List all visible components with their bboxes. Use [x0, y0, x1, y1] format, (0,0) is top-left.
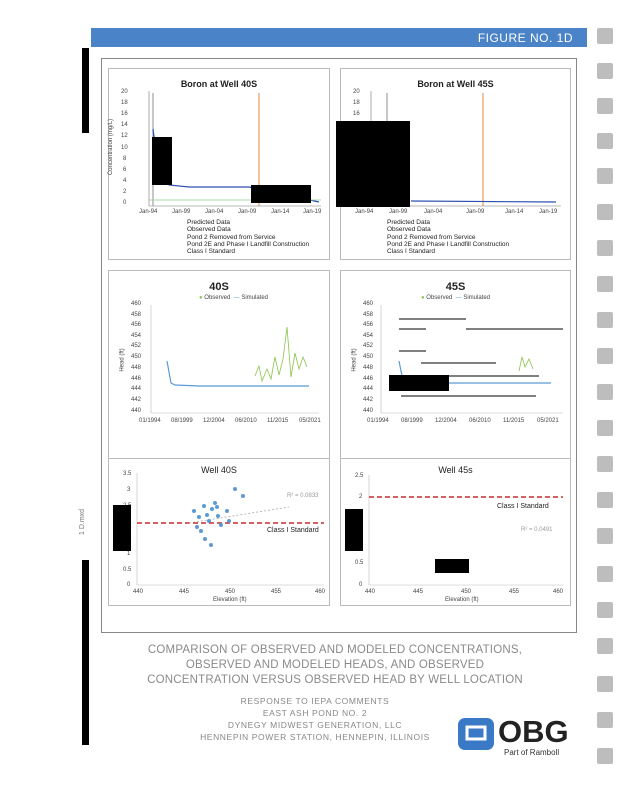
- x-tick: 06/2010: [469, 418, 491, 424]
- chart-legend: Predicted Data Observed Data Pond 2 Removed from Service Pond 2E and Phase I Landfill Construction Class I Standard: [387, 219, 510, 256]
- page-tab: [597, 98, 613, 114]
- page-tab: [597, 63, 613, 79]
- x-tick: Jan-19: [539, 209, 558, 215]
- x-tick: 08/1999: [401, 418, 423, 424]
- page-tab: [597, 384, 613, 400]
- y-tick: 14: [121, 122, 128, 128]
- chart-title: 40S: [209, 281, 229, 293]
- x-tick: Jan-14: [271, 209, 290, 215]
- y-tick: 452: [363, 343, 374, 349]
- page-tab: [597, 204, 613, 220]
- y-tick: 4: [123, 178, 127, 184]
- page-tab: [597, 456, 613, 472]
- y-tick: 442: [131, 397, 142, 403]
- y-tick: 8: [123, 156, 127, 162]
- y-tick: 0: [359, 582, 363, 588]
- page-tab: [597, 602, 613, 618]
- page-tab: [597, 712, 613, 728]
- y-tick: 454: [363, 333, 374, 339]
- x-tick: 11/2015: [503, 418, 525, 424]
- redaction-box: [389, 375, 449, 391]
- response-line: EAST ASH POND NO. 2: [262, 708, 368, 718]
- x-axis-label: Elevation (ft): [213, 597, 247, 603]
- y-tick: 460: [131, 301, 142, 307]
- chart-title: 45S: [445, 281, 466, 293]
- y-tick: 446: [363, 376, 374, 382]
- x-tick: Jan-14: [505, 209, 524, 215]
- page-tab: [597, 566, 613, 582]
- y-tick: 18: [121, 100, 128, 106]
- x-tick: 12/2004: [203, 418, 225, 424]
- y-tick: 1: [127, 551, 131, 557]
- x-tick: Jan-94: [139, 209, 158, 215]
- chart-legend: ● Observed — Simulated: [421, 295, 491, 301]
- y-tick: 2.5: [355, 473, 364, 479]
- chart-legend: Predicted Data Observed Data Pond 2 Removed from Service Pond 2E and Phase I Landfill Construction Class I Standard: [187, 219, 310, 256]
- chart-title: Boron at Well 45S: [417, 79, 494, 89]
- page-tab: [597, 492, 613, 508]
- y-tick: 458: [363, 312, 374, 318]
- y-tick: 450: [131, 354, 142, 360]
- y-tick: 6: [123, 167, 127, 173]
- x-tick: 12/2004: [435, 418, 457, 424]
- x-tick: 455: [509, 589, 520, 595]
- y-tick: 0.5: [123, 567, 132, 573]
- y-tick: 12: [121, 133, 128, 139]
- page-tab: [597, 240, 613, 256]
- y-tick: 456: [131, 322, 142, 328]
- redaction-box: [251, 185, 311, 203]
- chart-title: Boron at Well 40S: [180, 79, 258, 89]
- page-tab: [597, 133, 613, 149]
- y-tick: 16: [121, 111, 128, 117]
- r-squared-label: R² = 0.0833: [287, 493, 319, 499]
- x-tick: 440: [365, 589, 376, 595]
- x-tick: 01/1994: [139, 418, 161, 424]
- y-tick: 456: [363, 322, 374, 328]
- scatter-40s-chart: [108, 458, 330, 606]
- y-tick: 3: [127, 487, 131, 493]
- x-tick: 460: [315, 589, 326, 595]
- chart-title: Well 40S: [201, 465, 237, 475]
- page-tab: [597, 348, 613, 364]
- caption-line: OBSERVED AND MODELED HEADS, AND OBSERVED: [185, 659, 485, 671]
- x-tick: Jan-94: [355, 209, 374, 215]
- x-tick: Jan-04: [424, 209, 443, 215]
- x-tick: 05/2021: [299, 418, 321, 424]
- head-40s-chart: [108, 270, 330, 462]
- obg-logo-text: OBG: [498, 714, 569, 749]
- y-tick: 20: [121, 89, 128, 95]
- boron-45s-chart: [340, 68, 571, 260]
- y-tick: 0: [127, 582, 131, 588]
- page-tab: [597, 312, 613, 328]
- y-tick: 10: [121, 145, 128, 151]
- page-tab: [597, 168, 613, 184]
- chart-title: Well 45s: [438, 465, 473, 475]
- x-tick: 450: [225, 589, 236, 595]
- y-tick: 444: [131, 386, 142, 392]
- y-tick: 452: [131, 343, 142, 349]
- figure-number: FIGURE NO. 1D: [477, 31, 573, 45]
- y-tick: 448: [131, 365, 142, 371]
- y-tick: 460: [363, 301, 374, 307]
- r-squared-label: R² = 0.0491: [521, 527, 553, 533]
- y-axis-label: Head (ft): [351, 348, 358, 372]
- page-tab: [597, 676, 613, 692]
- page-tab: [597, 638, 613, 654]
- x-tick: 455: [271, 589, 282, 595]
- margin-file-text: 1 D.mxd: [79, 508, 86, 535]
- redaction-box: [113, 505, 131, 551]
- y-tick: 442: [363, 397, 374, 403]
- obg-logo-subtitle: Part of Ramboll: [504, 748, 560, 757]
- x-tick: Jan-99: [389, 209, 408, 215]
- x-tick: 445: [413, 589, 424, 595]
- response-line: DYNEGY MIDWEST GENERATION, LLC: [227, 720, 403, 730]
- y-tick: 458: [131, 312, 142, 318]
- boron-40s-chart: [108, 68, 330, 260]
- y-tick: 0.5: [355, 560, 364, 566]
- redaction-box: [152, 137, 172, 185]
- x-tick: 06/2010: [235, 418, 257, 424]
- head-45s-chart: [340, 270, 571, 462]
- response-line: RESPONSE TO IEPA COMMENTS: [240, 696, 390, 706]
- x-tick: 450: [461, 589, 472, 595]
- response-block: [180, 695, 450, 743]
- x-tick: 440: [133, 589, 144, 595]
- caption-line: CONCENTRATION VERSUS OBSERVED HEAD BY WELL LOCATION: [147, 674, 523, 686]
- y-tick: 440: [363, 408, 374, 414]
- response-line: HENNEPIN POWER STATION, HENNEPIN, ILLINOIS: [200, 732, 430, 742]
- figure-caption: [110, 643, 560, 688]
- x-tick: 445: [179, 589, 190, 595]
- page-tab: [597, 748, 613, 764]
- y-tick: 440: [131, 408, 142, 414]
- x-tick: 05/2021: [537, 418, 559, 424]
- x-tick: 460: [553, 589, 564, 595]
- x-tick: Jan-09: [238, 209, 257, 215]
- y-tick: 0: [123, 200, 127, 206]
- y-tick: 16: [353, 111, 360, 117]
- page-tab: [597, 28, 613, 44]
- margin-redaction-top: [82, 48, 89, 133]
- margin-redaction-bottom: [82, 560, 89, 745]
- y-axis-label: Concentration (mg/L): [108, 118, 115, 176]
- y-tick: 2: [359, 494, 363, 500]
- y-tick: 448: [363, 365, 374, 371]
- y-tick: 2: [123, 189, 127, 195]
- scatter-45s-chart: [340, 458, 571, 606]
- figure-header-bar: [91, 28, 587, 47]
- y-tick: 446: [131, 376, 142, 382]
- y-tick: 20: [353, 89, 360, 95]
- y-tick: 3.5: [123, 471, 132, 477]
- redaction-box: [336, 121, 410, 207]
- x-tick: Jan-09: [466, 209, 485, 215]
- y-tick: 454: [131, 333, 142, 339]
- chart-legend: ● Observed — Simulated: [199, 295, 269, 301]
- page-tab: [597, 420, 613, 436]
- redaction-box: [435, 559, 469, 573]
- x-tick: Jan-19: [303, 209, 322, 215]
- standard-label: Class I Standard: [267, 527, 319, 534]
- page-tab: [597, 276, 613, 292]
- x-axis-label: Elevation (ft): [445, 597, 479, 603]
- x-tick: Jan-99: [172, 209, 191, 215]
- page-tab: [597, 528, 613, 544]
- x-tick: Jan-04: [205, 209, 224, 215]
- y-tick: 450: [363, 354, 374, 360]
- standard-label: Class I Standard: [497, 503, 549, 510]
- y-axis-label: Head (ft): [119, 348, 126, 372]
- redaction-box: [345, 509, 363, 551]
- x-tick: 08/1999: [171, 418, 193, 424]
- obg-logo-icon: [458, 718, 494, 750]
- x-tick: 01/1994: [367, 418, 389, 424]
- y-tick: 444: [363, 386, 374, 392]
- caption-line: COMPARISON OF OBSERVED AND MODELED CONCENTRATIONS,: [147, 644, 523, 656]
- x-tick: 11/2015: [267, 418, 289, 424]
- y-tick: 18: [353, 100, 360, 106]
